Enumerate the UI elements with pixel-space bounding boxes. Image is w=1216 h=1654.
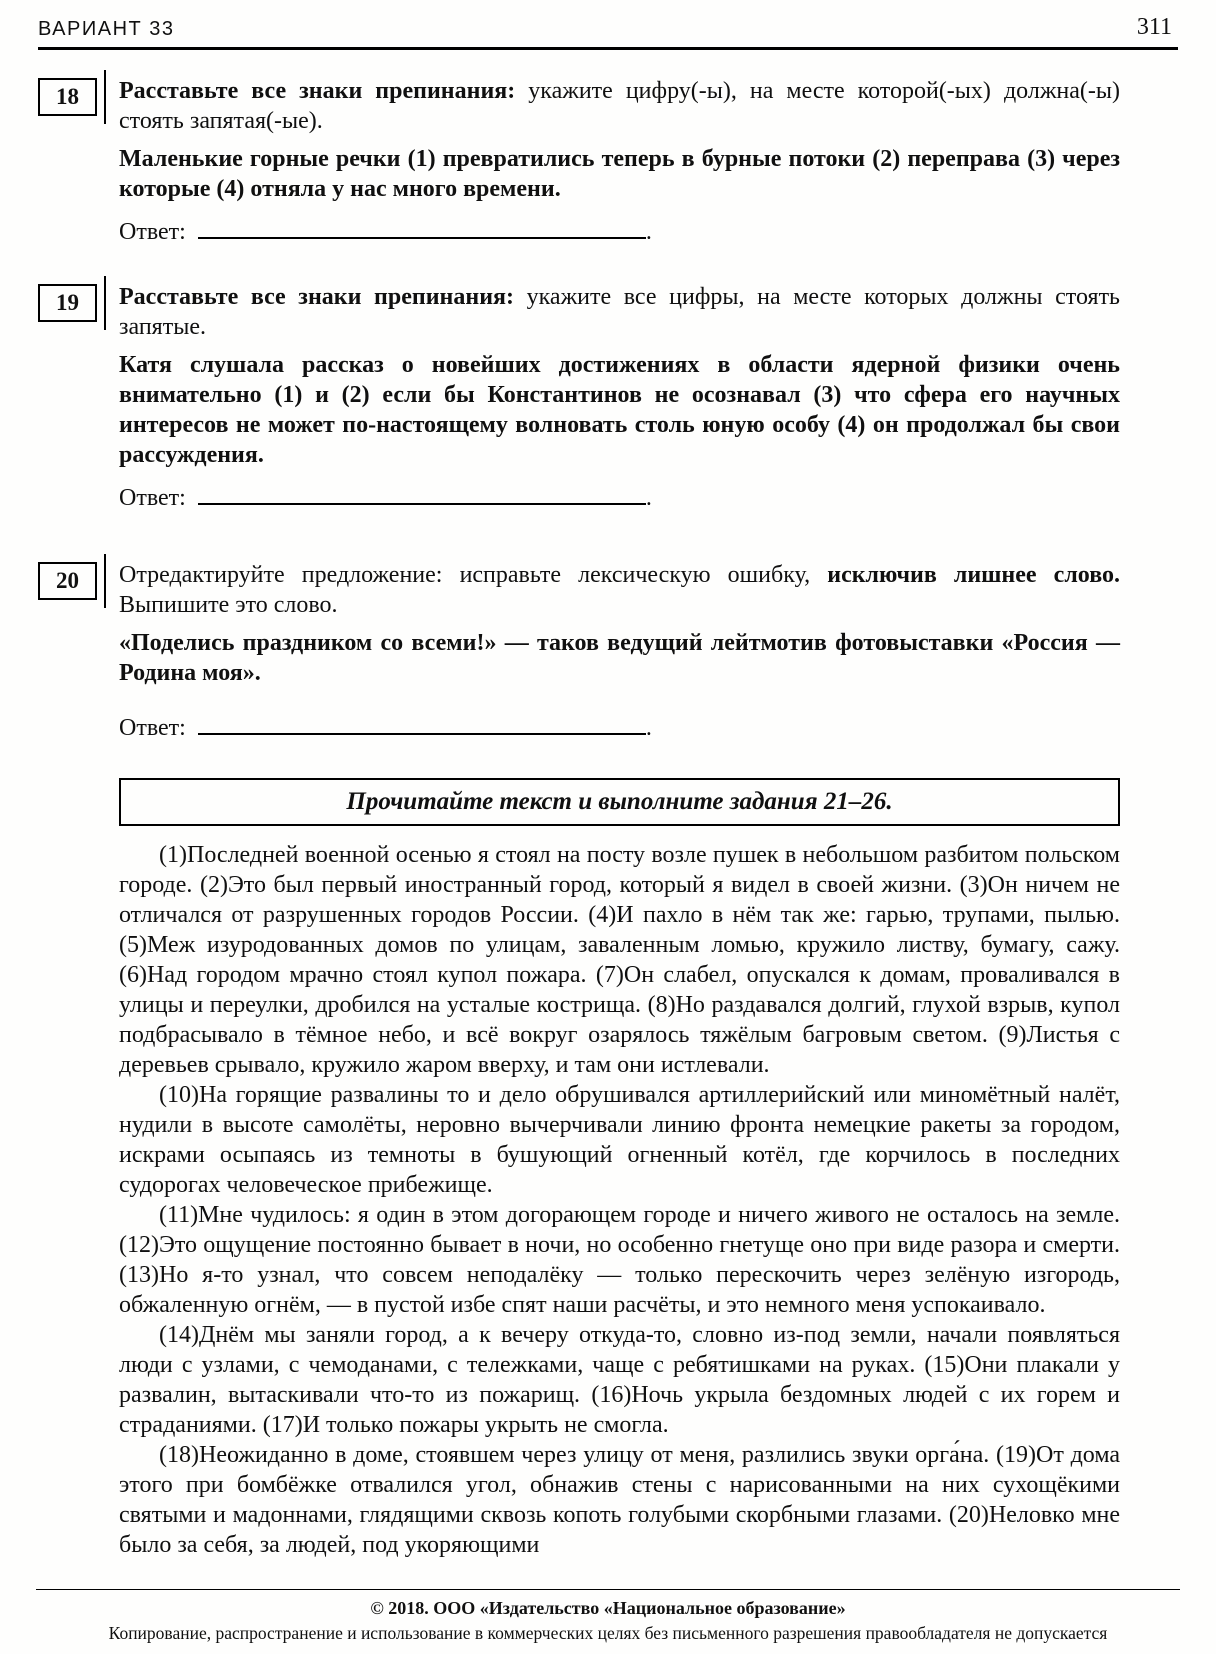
task-19-body <box>119 282 1120 514</box>
task-19-answer-line <box>198 483 646 505</box>
page-header <box>38 0 1178 47</box>
task-18-answer-period: . <box>645 219 652 245</box>
task-20-number-rule <box>104 554 106 608</box>
task-19 <box>38 282 1178 514</box>
task-20-number-column <box>38 560 119 744</box>
header-rule <box>38 47 1178 50</box>
task-19-answer-period: . <box>645 485 652 511</box>
task-20-body <box>119 560 1120 744</box>
task-20-instruction-bold: исключив лишнее слово. <box>827 562 1120 588</box>
task-18-number-box: 18 <box>38 78 97 116</box>
copyright-line: © 2018. ООО «Издательство «Национальное образование» <box>370 1598 846 1618</box>
task-19-instruction-bold: Расставьте все знаки препинания: <box>119 284 514 310</box>
task-19-instruction-rest: укажите все цифры, на месте которых должны стоять запятые. <box>119 284 1120 340</box>
reading-paragraph-5: (18)Неожиданно в доме, стоявшем через улицу от меня, разлились звуки орга́на. (19)От дома этого при бомбёжке отвалился угол, обнажив стены с нарисованными на них сухощёкими святыми и мадоннами, глядящими сквозь копоть голубыми скорбными глазами. (20)Неловко мне было за себя, за людей, под укоряющими <box>119 1442 1120 1558</box>
task-20-answer-label: Ответ: <box>119 715 186 741</box>
task-18-sentence: Маленькие горные речки (1) превратились теперь в бурные потоки (2) переправа (3) через которые (4) отняла у нас много времени. <box>119 146 1120 202</box>
task-18-number-rule <box>104 70 106 124</box>
task-20-answer-row <box>119 712 1120 744</box>
task-19-sentence: Катя слушала рассказ о новейших достижениях в области ядерной физики очень внимательно (1) и (2) если бы Константинов не осознавал (3) что сфера его научных интересов не может по-настоящему волновать столь юную особу (4) он продолжал бы свои рассуждения. <box>119 352 1120 468</box>
legal-line: Копирование, распространение и использование в коммерческих целях без письменного разрешения правообладателя не допускается <box>108 1623 1108 1643</box>
page-footer <box>28 1589 1188 1644</box>
task-18-number-column <box>38 76 119 248</box>
task-19-number-rule <box>104 276 106 330</box>
variant-label: ВАРИАНТ 33 <box>38 18 175 40</box>
task-19-number-box: 19 <box>38 284 97 322</box>
task-20-number-box: 20 <box>38 562 97 600</box>
task-19-answer-label: Ответ: <box>119 485 186 511</box>
task-20 <box>38 560 1178 744</box>
page-number: 311 <box>1136 14 1172 40</box>
reading-text <box>119 840 1120 1560</box>
reading-paragraph-3: (11)Мне чудилось: я один в этом догорающем городе и ничего живого не осталось на земле. (12)Это ощущение постоянно бывает в ночи, но особенно гнетуще оно при виде разора и смерти. (13)Но я-то узнал, что совсем неподалёку — только перескочить через зелёную изгородь, обжаленную огнём, — в пустой избе спят наши расчёты, и это немного меня успокаивало. <box>119 1202 1120 1318</box>
task-18-body <box>119 76 1120 248</box>
task-18-instruction-rest: укажите цифру(-ы), на месте которой(-ых) должна(-ы) стоять запятая(-ые). <box>119 78 1120 134</box>
task-18-instruction-bold: Расставьте все знаки препинания: <box>119 78 516 104</box>
task-20-instruction-pre: Отредактируйте предложение: исправьте лексическую ошибку, <box>119 562 828 588</box>
task-20-instruction <box>119 560 1120 620</box>
task-19-answer-row <box>119 482 1120 514</box>
task-20-answer-period: . <box>645 715 652 741</box>
reading-paragraph-2: (10)На горящие развалины то и дело обрушивался артиллерийский или миномётный налёт, нудили в высоте самолёты, неровно вычерчивали линию фронта немецкие ракеты за городом, искрами осыпаясь из темноты в бушующий огненный котёл, где корчилось в последних судорогах человеческое прибежище. <box>119 1082 1120 1198</box>
task-20-answer-line <box>198 713 646 735</box>
task-20-sentence: «Поделись праздником со всеми!» — таков ведущий лейтмотив фотовыставки «Россия — Родина моя». <box>119 630 1120 686</box>
task-18-answer-row <box>119 216 1120 248</box>
reading-section <box>119 778 1120 1560</box>
task-20-instruction-rest: Выпишите это слово. <box>119 592 338 618</box>
task-19-instruction <box>119 282 1120 342</box>
task-18-instruction <box>119 76 1120 136</box>
footer-rule <box>36 1589 1180 1590</box>
task-18-answer-label: Ответ: <box>119 219 186 245</box>
reading-paragraph-4: (14)Днём мы заняли город, а к вечеру откуда-то, словно из-под земли, начали появляться люди с узлами, с чемоданами, с тележками, чаще с ребятишками на руках. (15)Они плакали у развалин, вытаскивали что-то из пожарищ. (16)Ночь укрыла бездомных людей с их горем и страданиями. (17)И только пожары укрыть не смогла. <box>119 1322 1120 1438</box>
task-19-number-column <box>38 282 119 514</box>
task-18 <box>38 76 1178 248</box>
reading-paragraph-1: (1)Последней военной осенью я стоял на посту возле пушек в небольшом разбитом польском городе. (2)Это был первый иностранный город, который я видел в своей жизни. (3)Он ничем не отличался от разрушенных городов России. (4)И пахло в нём так же: гарью, трупами, пылью. (5)Меж изуродованных домов по улицам, заваленным ломью, кружило листву, бумагу, сажу. (6)Над городом мрачно стоял купол пожара. (7)Он слабел, опускался к домам, проваливался в улицы и переулки, дробился на усталые кострища. (8)Но раздавался долгий, глухой взрыв, купол подбрасывало в тёмное небо, и всё вокруг озарялось тяжёлым багровым светом. (9)Листья с деревьев срывало, кружило жаром вверху, и там они истлевали. <box>119 842 1120 1078</box>
task-18-answer-line <box>198 217 646 239</box>
reading-title-box: Прочитайте текст и выполните задания 21–26. <box>119 778 1120 826</box>
